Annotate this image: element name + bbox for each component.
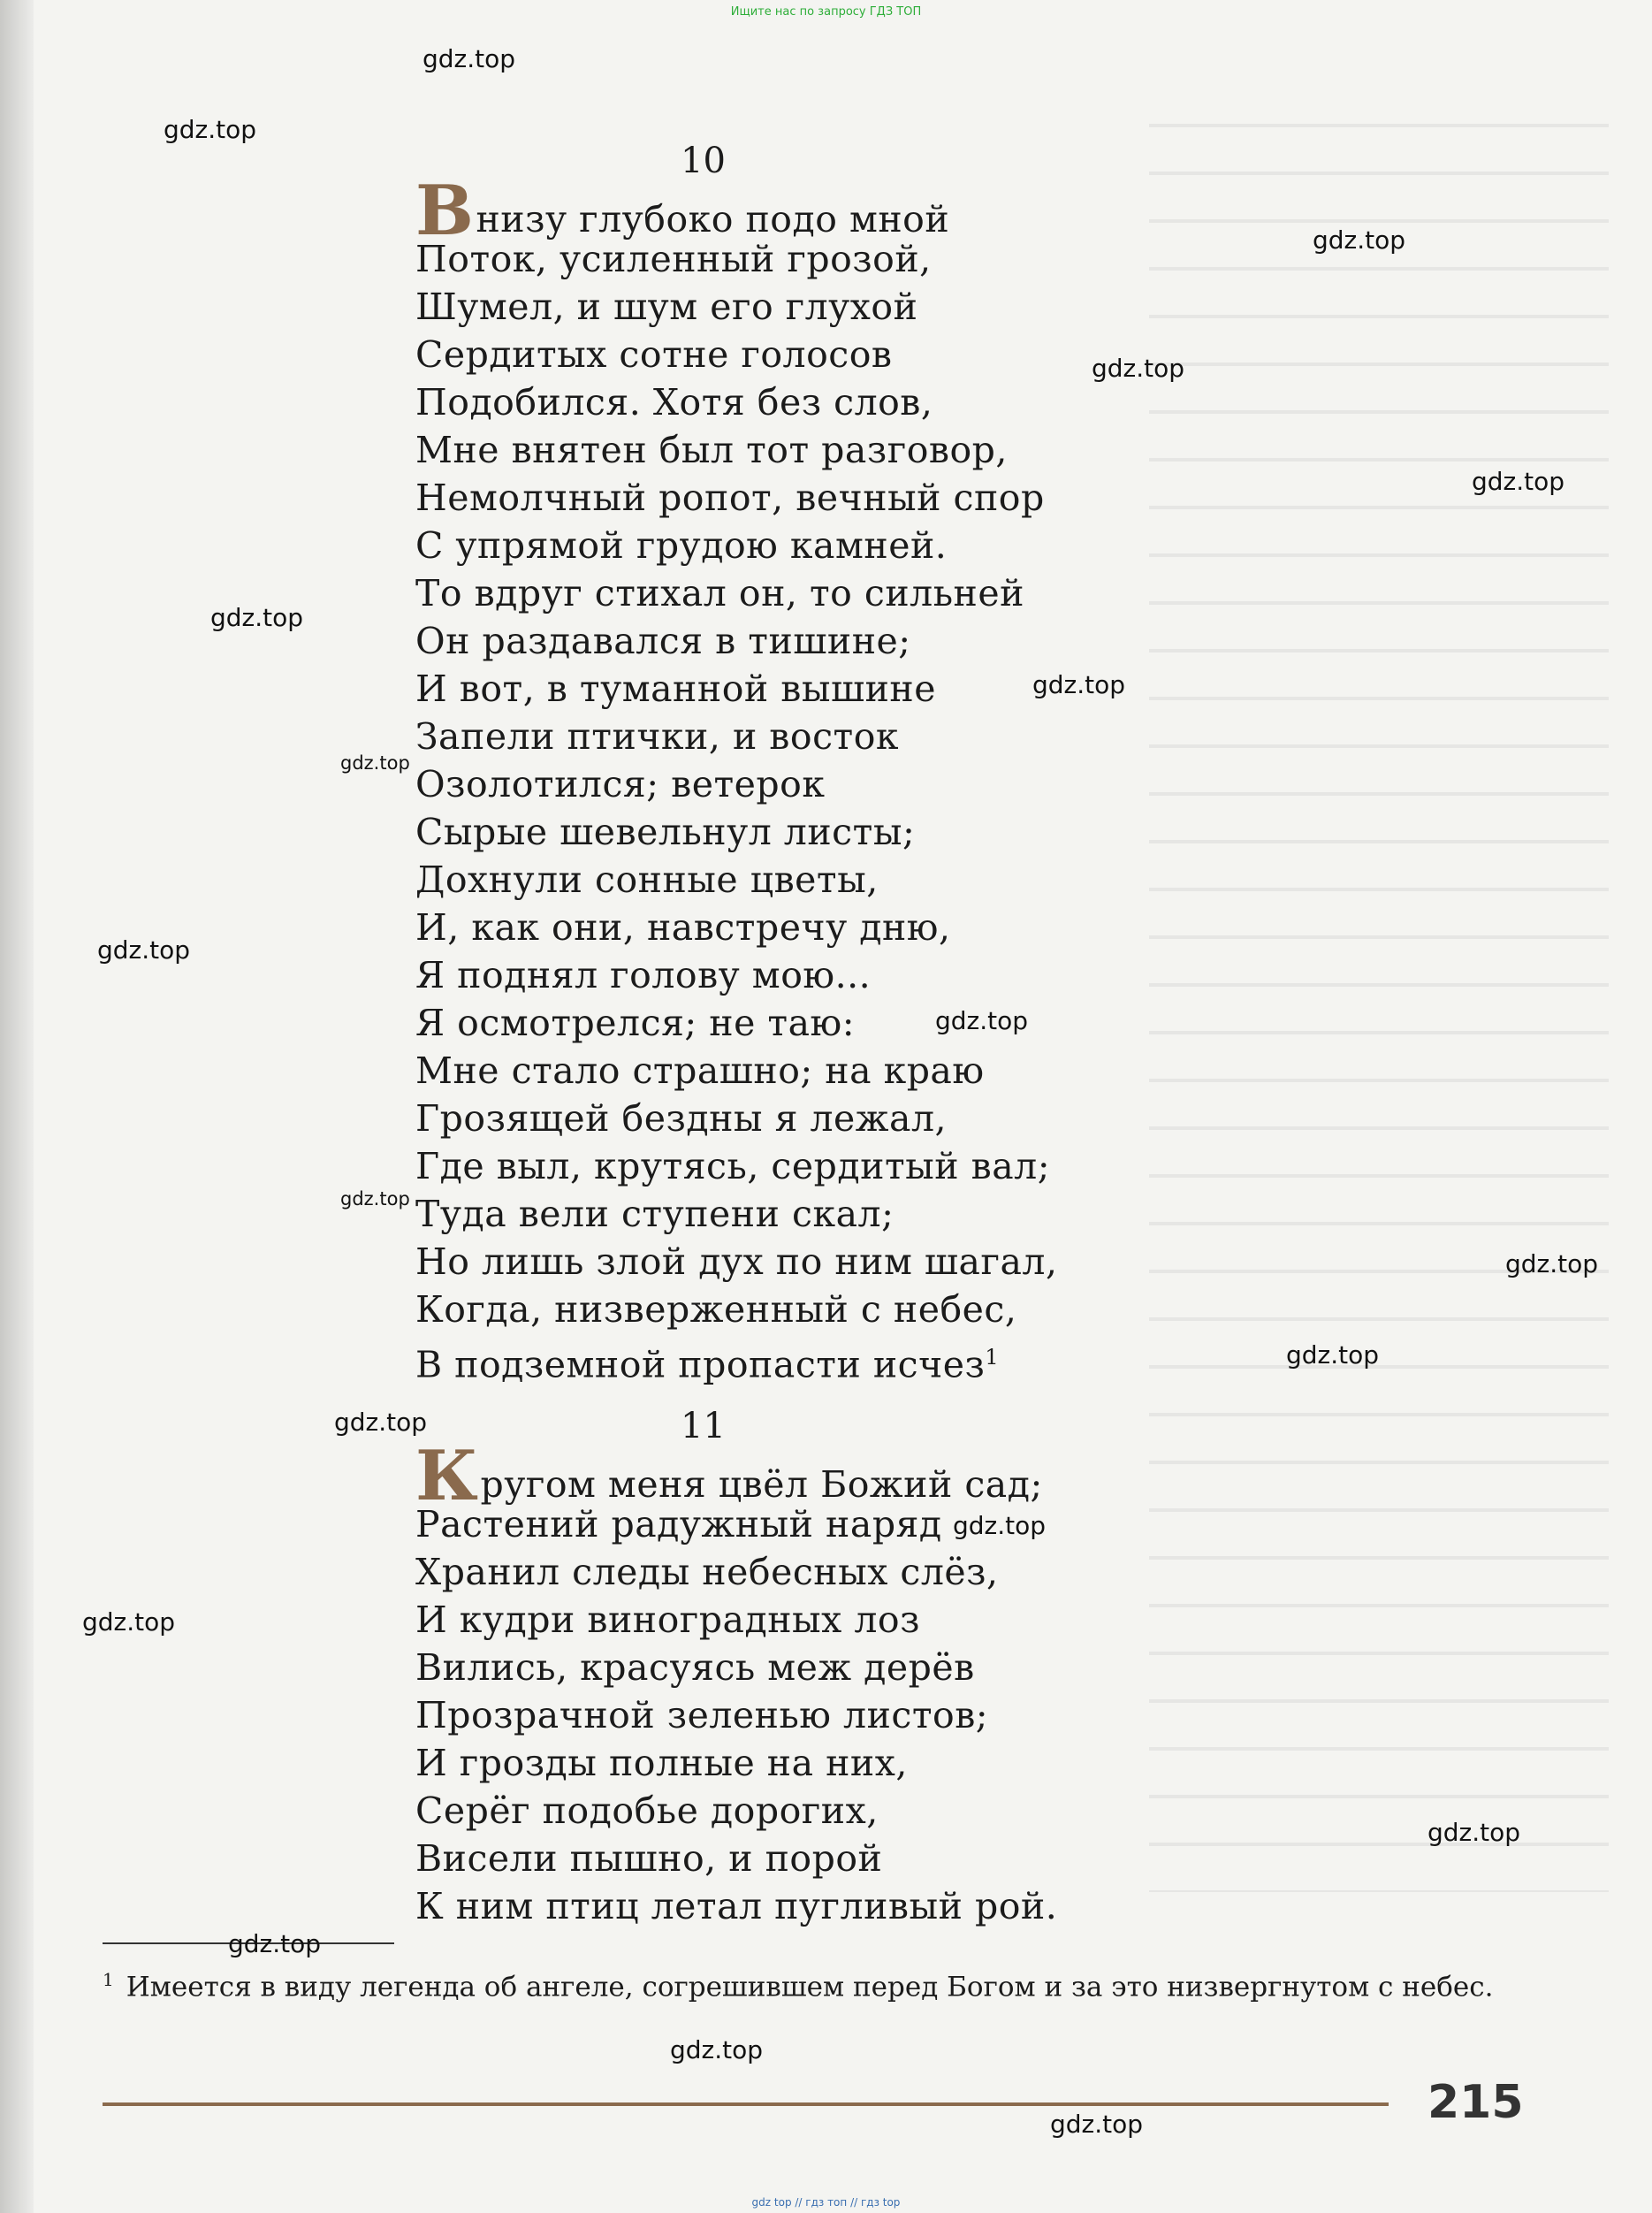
poem-line: [415, 1286, 1057, 1333]
poem-line-text: Растений радужный наряд: [415, 1503, 942, 1545]
poem-line-text: Запели птички, и восток: [415, 715, 900, 758]
poem-line: [415, 474, 1057, 522]
poem-line-text: К ним птиц летал пугливый рой.: [415, 1885, 1058, 1927]
poem-line: [415, 569, 1057, 617]
poem-line: [415, 1835, 1057, 1882]
page-bottom-rule: [103, 2102, 1389, 2106]
watermark: gdz.top: [1032, 670, 1126, 699]
poem-line-text: Висели пышно, и порой: [415, 1837, 883, 1880]
watermark: gdz.top: [953, 1511, 1047, 1540]
watermark: gdz.top: [1313, 225, 1406, 255]
poem-line-text: Он раздавался в тишине;: [415, 620, 911, 662]
watermark: gdz.top: [1505, 1249, 1599, 1278]
poem-line: [415, 713, 1057, 760]
poem-line-text: Но лишь злой дух по ним шагал,: [415, 1240, 1058, 1283]
drop-cap: В: [415, 171, 475, 251]
page-number: 215: [1427, 2076, 1524, 2129]
poem-line-text: ругом меня цвёл Божий сад;: [480, 1463, 1043, 1506]
watermark: gdz.top: [210, 603, 304, 632]
stanza-number-11: 11: [681, 1406, 726, 1446]
poem-line-text: Прозрачной зеленью листов;: [415, 1694, 989, 1736]
poem-line: [415, 235, 1057, 283]
stanza-number-10: 10: [681, 141, 726, 181]
watermark: gdz.top: [1050, 2110, 1144, 2139]
poem-line-text: Я поднял голову мою...: [415, 954, 872, 996]
poem-line: [415, 665, 1057, 713]
poem-line: [415, 856, 1057, 904]
poem-line: [415, 1142, 1057, 1190]
poem-line-text: Немолчный ропот, вечный спор: [415, 477, 1045, 519]
poem-line-text: Мне стало страшно; на краю: [415, 1049, 985, 1092]
poem-line: [415, 904, 1057, 951]
poem-line: [415, 951, 1057, 999]
watermark: gdz.top: [340, 752, 410, 774]
watermark: gdz.top: [670, 2035, 764, 2064]
footnote-reference[interactable]: 1: [985, 1345, 1000, 1370]
poem-line-text: Озолотился; ветерок: [415, 763, 826, 805]
bleed-through-text: [1149, 124, 1609, 1892]
poem-line-text: Сердитых сотне голосов: [415, 333, 893, 376]
drop-cap: К: [415, 1436, 479, 1516]
poem-line: [415, 331, 1057, 378]
poem-line: [415, 171, 1057, 251]
page-binding-shadow: [0, 0, 34, 2213]
poem-line-text: Где выл, крутясь, сердитый вал;: [415, 1145, 1051, 1187]
poem-line: [415, 1596, 1057, 1644]
watermark: gdz.top: [82, 1607, 176, 1637]
poem-line-text: Сырые шевельнул листы;: [415, 811, 916, 853]
watermark: gdz.top: [935, 1006, 1029, 1035]
poem-line: [415, 522, 1057, 569]
poem-line-text: В подземной пропасти исчез: [415, 1343, 986, 1386]
poem-line-text: низу глубоко подо мной: [476, 198, 950, 240]
poem-line-text: И вот, в туманной вышине: [415, 668, 937, 710]
poem-line: [415, 1238, 1057, 1286]
poem-line-text: Хранил следы небесных слёз,: [415, 1551, 999, 1593]
footnote: [103, 1959, 1517, 2007]
poem-line-text: Дохнули сонные цветы,: [415, 858, 879, 901]
bottom-banner[interactable]: gdz top // гдз топ // гдз top: [751, 2196, 901, 2209]
poem-line-text: Шумел, и шум его глухой: [415, 286, 918, 328]
poem-line: [415, 1333, 1057, 1386]
stanza-10: [415, 171, 1058, 1386]
poem-line: [415, 283, 1057, 331]
poem-line-text: Поток, усиленный грозой,: [415, 238, 932, 280]
watermark: gdz.top: [334, 1408, 428, 1437]
poem-line: [415, 1548, 1057, 1596]
poem-line-text: Серёг подобье дорогих,: [415, 1789, 879, 1832]
poem-line-text: С упрямой грудою камней.: [415, 524, 948, 567]
watermark: gdz.top: [164, 115, 257, 144]
poem-line: [415, 617, 1057, 665]
poem-line: [415, 760, 1057, 808]
poem-line-text: Грозящей бездны я лежал,: [415, 1097, 948, 1140]
poem-line: [415, 1691, 1057, 1739]
poem-line: [415, 1787, 1057, 1835]
poem-line-text: Вились, красуясь меж дерёв: [415, 1646, 975, 1689]
top-banner[interactable]: Ищите нас по запросу ГДЗ ТОП: [730, 5, 922, 19]
poem-line-text: Подобился. Хотя без слов,: [415, 381, 933, 424]
watermark: gdz.top: [423, 44, 516, 73]
watermark: gdz.top: [1286, 1340, 1380, 1370]
poem-line: [415, 1095, 1057, 1142]
watermark: gdz.top: [1472, 467, 1565, 496]
watermark: gdz.top: [97, 935, 191, 965]
poem-line-text: И кудри виноградных лоз: [415, 1599, 920, 1641]
poem-line: [415, 1882, 1057, 1930]
footnote-marker: 1: [103, 1969, 114, 1990]
watermark: gdz.top: [340, 1188, 410, 1210]
poem-line-text: И, как они, навстречу дню,: [415, 906, 951, 949]
watermark: gdz.top: [1092, 354, 1185, 383]
poem-line: [415, 1739, 1057, 1787]
poem-line: [415, 1190, 1057, 1238]
poem-line: [415, 378, 1057, 426]
footnote-text: Имеется в виду легенда об ангеле, согрешившем перед Богом и за это низвергнутом с небес.: [126, 1971, 1494, 2003]
poem-line-text: И грозды полные на них,: [415, 1742, 908, 1784]
watermark: gdz.top: [228, 1929, 322, 1958]
poem-line: [415, 1436, 1057, 1516]
poem-line-text: Мне внятен был тот разговор,: [415, 429, 1008, 471]
poem-line-text: То вдруг стихал он, то сильней: [415, 572, 1024, 614]
poem-line: [415, 808, 1057, 856]
poem-line-text: Когда, низверженный с небес,: [415, 1288, 1017, 1331]
poem-line-text: Я осмотрелся; не таю:: [415, 1002, 856, 1044]
poem-line-text: Туда вели ступени скал;: [415, 1193, 895, 1235]
poem-line: [415, 426, 1057, 474]
poem-line: [415, 1047, 1057, 1095]
poem-line: [415, 1644, 1057, 1691]
watermark: gdz.top: [1427, 1818, 1521, 1847]
